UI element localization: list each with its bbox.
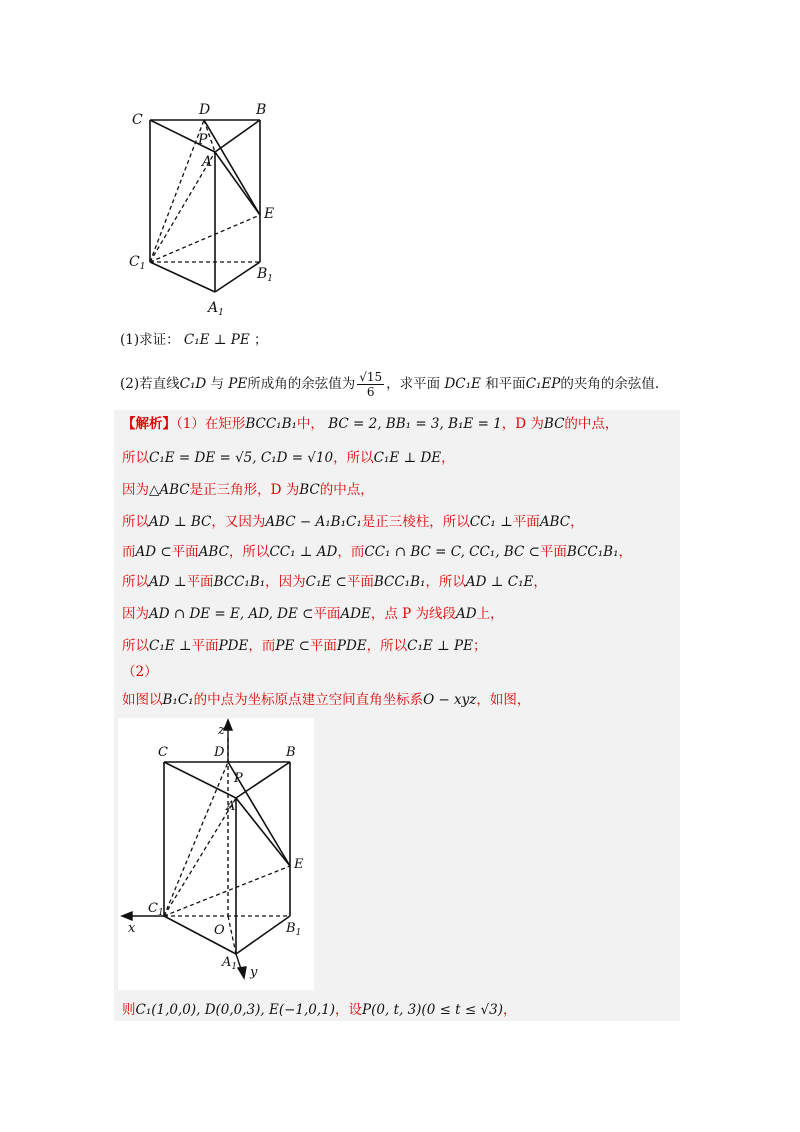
label-E: E xyxy=(294,857,304,872)
solution-line-10: 如图以B₁C₁的中点为坐标原点建立空间直角坐标系O − xyz，如图， xyxy=(122,692,531,708)
solution-line-6: 所以AD ⊥平面BCC₁B₁，因为C₁E ⊂平面BCC₁B₁，所以AD ⊥ C₁E， xyxy=(122,574,547,590)
label-A1: $A_1$ xyxy=(222,955,238,972)
fraction: $\frac{√15}{6}$ xyxy=(359,370,383,399)
label-C: C xyxy=(132,112,143,128)
label-E: E xyxy=(264,206,275,222)
solution-line-1: 【解析】（1）在矩形BCC₁B₁中， BC = 2, BB₁ = 3, B₁E = 1，D 为BC的中点， xyxy=(122,416,619,432)
axis-y-label: y xyxy=(250,965,258,980)
solution-line-9: （2） xyxy=(122,664,158,680)
label-P: P xyxy=(234,771,243,786)
label-A: A xyxy=(202,154,213,170)
label-D: D xyxy=(214,745,225,760)
solution-line-5: 而AD ⊂平面ABC，所以CC₁ ⊥ AD，而CC₁ ∩ BC = C, CC₁, BC ⊂平面BCC₁B₁， xyxy=(122,544,632,560)
label-B1: $B_1$ xyxy=(286,921,302,938)
solution-line-7: 因为AD ∩ DE = E, AD, DE ⊂平面ADE，点 P 为线段AD上， xyxy=(122,606,504,622)
label-C: C xyxy=(158,745,168,760)
solution-line-2: 所以C₁E = DE = √5, C₁D = √10，所以C₁E ⊥ DE， xyxy=(122,450,455,466)
prism-figure-1 xyxy=(120,100,300,320)
label-A: A xyxy=(226,799,236,814)
solution-line-3: 因为△ABC是正三角形，D 为BC的中点， xyxy=(122,482,374,498)
solution-line-4: 所以AD ⊥ BC，又因为ABC − A₁B₁C₁是正三棱柱，所以CC₁ ⊥平面ABC， xyxy=(122,514,584,530)
label-B: B xyxy=(256,102,267,118)
solution-line-11: 则C₁(1,0,0), D(0,0,3), E(−1,0,1)，设P(0, t, 3)(0 ≤ t ≤ √3)， xyxy=(122,1002,517,1018)
solution-line-8: 所以C₁E ⊥平面PDE，而PE ⊂平面PDE，所以C₁E ⊥ PE； xyxy=(122,638,487,654)
label-C1: $C_1$ xyxy=(148,901,164,918)
question-1: (1)求证： C₁E ⊥ PE ； xyxy=(120,332,268,348)
question-2: (2)若直线C₁D 与 PE所成角的余弦值为 $\frac{√15}{6}$ ，求平面 DC₁E 和平面C₁EP的夹角的余弦值. xyxy=(120,370,660,399)
label-B1: $B_1$ xyxy=(257,266,274,284)
label-P: P xyxy=(198,132,208,148)
axis-z-label: z xyxy=(218,723,225,738)
label-O: O xyxy=(214,923,225,938)
prism-figure-2 xyxy=(118,718,314,990)
label-C1: $C_1$ xyxy=(129,254,146,272)
axis-x-label: x xyxy=(128,921,136,936)
label-D: D xyxy=(199,102,211,118)
label-B: B xyxy=(286,745,296,760)
label-A1: $A_1$ xyxy=(208,300,224,318)
